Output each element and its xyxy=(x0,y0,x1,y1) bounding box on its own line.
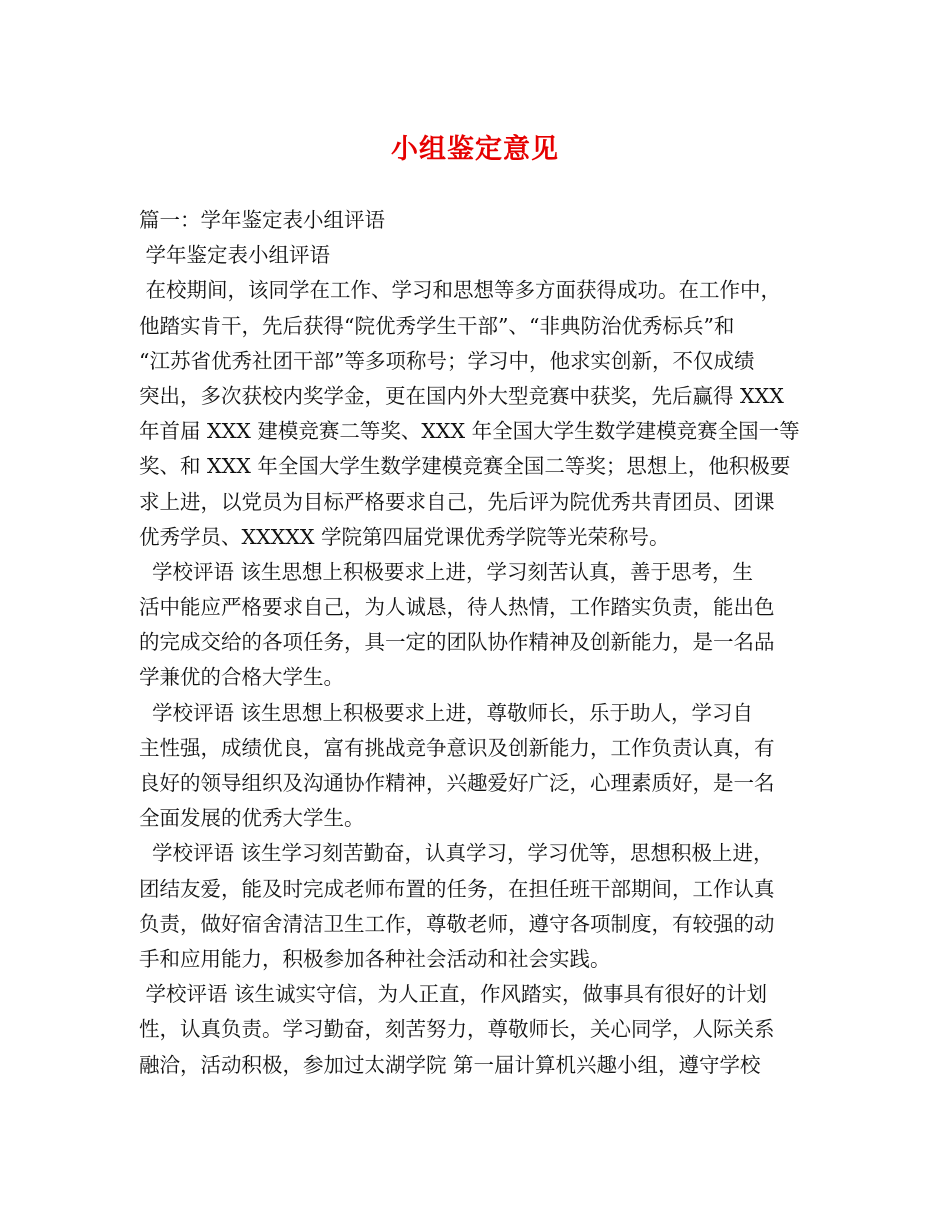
paragraph-line: “江苏省优秀社团干部”等多项称号；学习中，他求实创新，不仅成绩 xyxy=(139,348,755,373)
paragraph-line: 全面发展的优秀大学生。 xyxy=(139,806,365,831)
paragraph-line: 性，认真负责。学习勤奋，刻苦努力，尊敬师长，关心同学，人际关系 xyxy=(139,1017,775,1042)
paragraph-line: 学校评语 该生思想上积极要求上进，尊敬师长，乐于助人，学习自 xyxy=(139,700,754,725)
paragraph-line: 学校评语 该生思想上积极要求上进，学习刻苦认真，善于思考，生 xyxy=(139,559,754,584)
paragraph-line: 学校评语 该生诚实守信，为人正直，作风踏实，做事具有很好的计划 xyxy=(139,982,768,1007)
paragraph-line: 良好的领导组织及沟通协作精神，兴趣爱好广泛，心理素质好，是一名 xyxy=(139,771,775,795)
document-body xyxy=(139,203,813,1083)
document-title: 小组鉴定意见 xyxy=(391,134,559,165)
paragraph-line: 的完成交给的各项任务，具一定的团队协作精神及创新能力，是一名品 xyxy=(139,630,775,655)
paragraph-line: 年首届 XXX 建模竞赛二等奖、XXX 年全国大学生数学建模竞赛全国一等 xyxy=(139,419,800,444)
paragraph-line: 奖、和 XXX 年全国大学生数学建模竞赛全国二等奖；思想上，他积极要 xyxy=(139,454,791,479)
paragraph-line: 负责，做好宿舍清洁卫生工作，尊敬老师，遵守各项制度，有较强的动 xyxy=(139,911,775,936)
paragraph-line: 他踏实肯干，先后获得“院优秀学生干部”、“非典防治优秀标兵”和 xyxy=(139,313,735,338)
subsection-heading: 学年鉴定表小组评语 xyxy=(139,243,331,268)
paragraph-line: 手和应用能力，积极参加各种社会活动和社会实践。 xyxy=(139,946,611,971)
paragraph-line: 融洽，活动积极，参加过太湖学院 第一届计算机兴趣小组，遵守学校 xyxy=(139,1052,761,1077)
paragraph-line: 求上进，以党员为目标严格要求自己，先后评为院优秀共青团员、团课 xyxy=(139,489,775,514)
paragraph-line: 主性强，成绩优良，富有挑战竞争意识及创新能力，工作负责认真，有 xyxy=(139,735,775,760)
paragraph-line: 团结友爱，能及时完成老师布置的任务，在担任班干部期间，工作认真 xyxy=(139,876,775,901)
paragraph-line: 优秀学员、XXXXX 学院第四届党课优秀学院等光荣称号。 xyxy=(139,524,670,549)
paragraph-line: 在校期间，该同学在工作、学习和思想等多方面获得成功。在工作中， xyxy=(139,278,782,303)
paragraph-line: 学校评语 该生学习刻苦勤奋，认真学习，学习优等，思想积极上进， xyxy=(139,841,774,866)
paragraph-line: 活中能应严格要求自己，为人诚恳，待人热情，工作踏实负责，能出色 xyxy=(139,595,775,620)
paragraph-line: 突出，多次获校内奖学金，更在国内外大型竞赛中获奖，先后赢得 XXX xyxy=(139,383,784,408)
paragraph-line: 学兼优的合格大学生。 xyxy=(139,665,344,690)
section-heading: 篇一：学年鉴定表小组评语 xyxy=(139,208,385,232)
